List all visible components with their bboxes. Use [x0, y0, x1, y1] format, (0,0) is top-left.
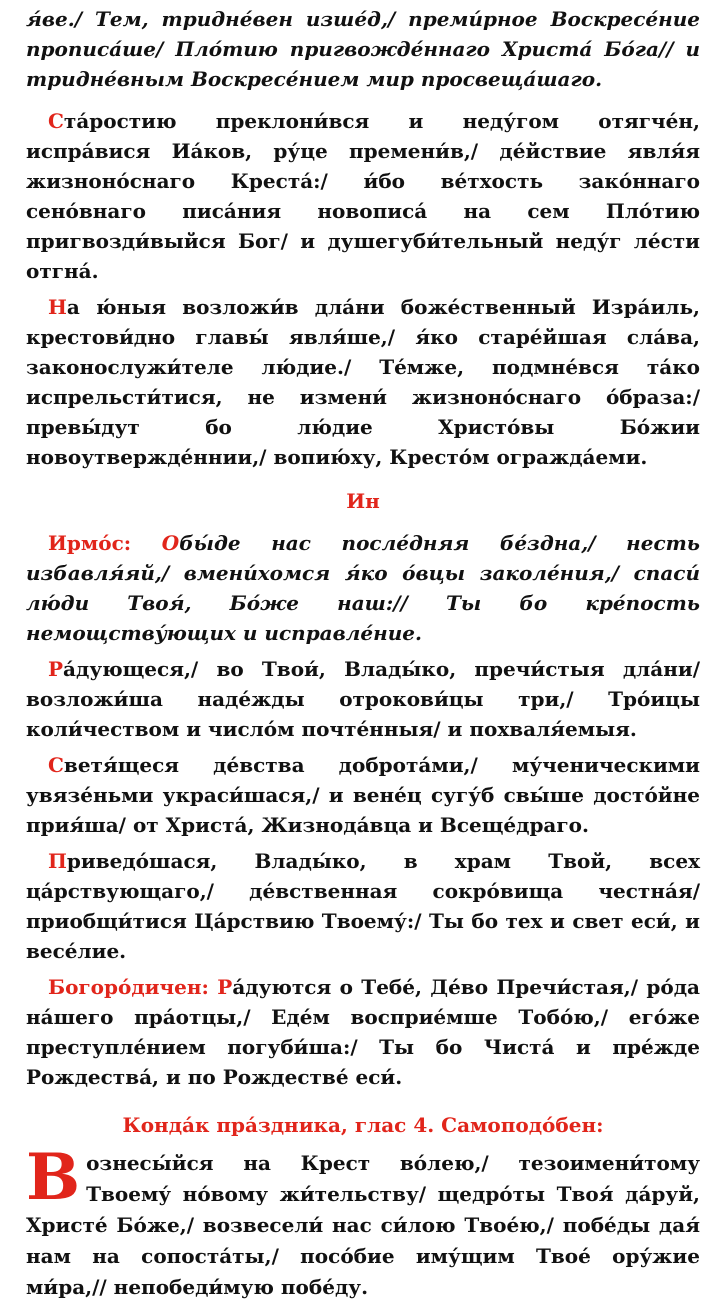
bogorodichen-stanza	[26, 972, 700, 1092]
stanza-text: а́дующеся,/ во Твои́, Влады́ко, пречи́стыя дла́ни/ возложи́ша наде́жды отрокови́цы три,/ Тро́ицы коли́чеством и число́м почте́нныя/ и похваля́емыя.	[26, 657, 700, 741]
bogorodichen-label: Богоро́дичен:	[48, 975, 218, 999]
irmos-label: Ирмо́с:	[48, 531, 162, 555]
kondak-heading: Конда́к пра́здника, глас 4. Самоподо́бен:	[122, 1113, 604, 1137]
initial-letter: П	[48, 849, 67, 873]
bogorodichen-text: а́дуются о Тебе́, Де́во Пречи́стая,/ ро́да на́шего пра́отцы,/ Еде́м восприе́мше Тобо́ю,/ его́же преступле́нием погуби́ша:/ Ты бо Чиста́ и пре́жде Рождества́, и по Рождестве́ еси́.	[26, 975, 700, 1089]
canon-heading: Ин	[346, 489, 380, 513]
troparion-stanza	[26, 292, 700, 472]
irmos-text: бы́де нас после́дняя бе́здна,/ несть избавля́яй,/ вмени́хомся я́ко о́вцы заколе́ния,/ спаси́ лю́ди Твоя́, Бо́же наш:// Ты бо кре́пость немощству́ющих и исправле́ние.	[26, 531, 700, 645]
troparion-stanza	[26, 106, 700, 286]
kondak-text: ознесы́йся на Крест во́лею,/ тезоимени́тому Твоему́ но́вому жи́тельству/ щедро́ты Твоя́ да́руй, Христе́ Бо́же,/ возвесели́ нас си́лою Твое́ю,/ побе́ды дая́ нам на сопоста́ты,/ посо́бие иму́щим Твое́ ору́жие ми́ра,// непобеди́мую побе́ду.	[26, 1151, 700, 1299]
troparion-stanza	[26, 750, 700, 840]
kondak-stanza	[26, 1140, 700, 1303]
irmos-stanza	[26, 528, 700, 648]
troparion-stanza	[26, 846, 700, 966]
troparion-stanza	[26, 654, 700, 744]
stanza-text: та́ростию преклони́вся и неду́гом отягче́н, испра́вися Иа́ков, ру́це премени́в,/ де́йствие явля́я жизноно́снаго Креста́:/ и́бо ве́тхость зако́ннаго сено́внаго писа́ния новописа́ на сем Пло́тию пригвозди́выйся Бог/ и душегуби́тельный неду́г ле́сти отгна́.	[26, 109, 700, 283]
stanza-text: ветя́щеся де́вства доброта́ми,/ му́ченическими увязе́ньми украси́шася,/ и вене́ц сугу́б свы́ше досто́йне прия́ша/ от Христа́, Жизнода́вца и Всеще́драго.	[26, 753, 700, 837]
stanza-text: риведо́шася, Влады́ко, в храм Твой, всех ца́рствующаго,/ де́вственная сокро́вища честна́я/ приобщи́тися Ца́рствию Твоему́:/ Ты бо тех и свет еси́, и весе́лие.	[26, 849, 700, 963]
initial-letter: С	[48, 753, 64, 777]
initial-letter: Н	[48, 295, 67, 319]
kondak-drop-cap: В	[26, 1140, 81, 1215]
stanza-text: а ю́ныя возложи́в дла́ни боже́ственный Изра́иль, крестови́дно главы́ явля́ше,/ я́ко старе́йшая сла́ва, законослужи́теле лю́дие./ Те́мже, подмне́вся та́ко испрельсти́тися, не измени́ жизноно́снаго о́браза:/ превы́дут бо лю́дие Христо́вы Бо́жии новоутвержде́ннии,/ вопию́ху, Кресто́м огражда́еми.	[26, 295, 700, 469]
initial-letter: Р	[48, 657, 64, 681]
initial-letter: Р	[217, 975, 233, 999]
initial-letter: С	[48, 109, 64, 133]
continued-troparion-text: я́ве./ Тем, тридне́вен изше́д,/ преми́рное Воскресе́ние прописа́ше/ Пло́тию пригвожде́ннаго Христа́ Бо́га// и тридне́вным Воскресе́нием мир просвеща́шаго.	[26, 7, 700, 91]
initial-letter: О	[161, 531, 180, 555]
